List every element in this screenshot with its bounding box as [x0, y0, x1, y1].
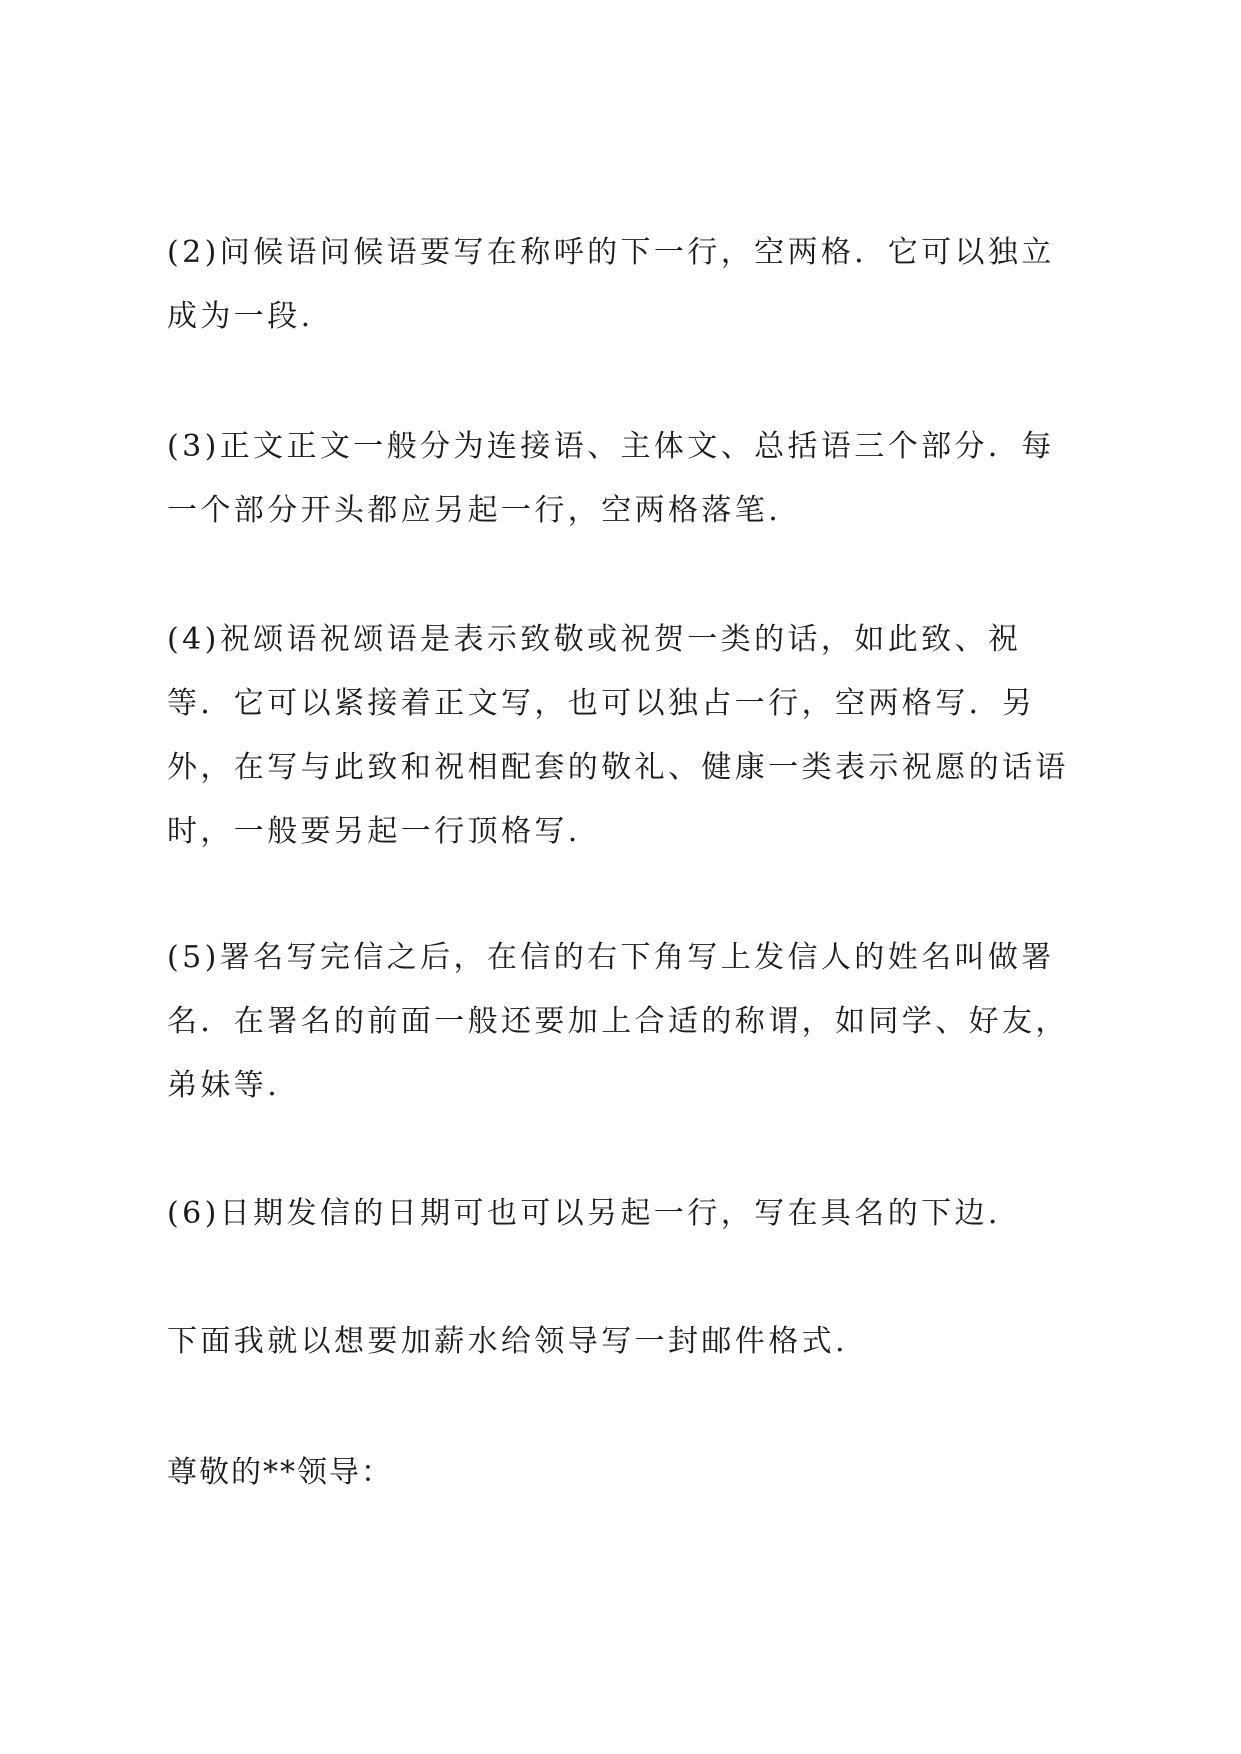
paragraph-body-rule: (3)正文正文一般分为连接语、主体文、总括语三个部分．每一个部分开头都应另起一行，空两格落笔.	[167, 429, 1055, 528]
paragraph-date-rule: (6)日期发信的日期可也可以另起一行，写在具名的下边.	[167, 1196, 1001, 1231]
paragraph-closing-rule: (4)祝颂语祝颂语是表示致敬或祝贺一类的话，如此致、祝等．它可以紧接着正文写，也可以独占一行，空两格写．另外，在写与此致和祝相配套的敬礼、健康一类表示祝愿的话语时，一般要另起一行顶格写.	[167, 622, 1069, 849]
paragraph-signature-rule: (5)署名写完信之后，在信的右下角写上发信人的姓名叫做署名．在署名的前面一般还要加上合适的称谓，如同学、好友，弟妹等.	[167, 940, 1069, 1103]
paragraph-greeting-rule: (2)问候语问候语要写在称呼的下一行，空两格．它可以独立成为一段.	[167, 235, 1055, 334]
letter-salutation: 尊敬的**领导：	[167, 1455, 393, 1490]
paragraph-intro: 下面我就以想要加薪水给领导写一封邮件格式.	[167, 1324, 848, 1359]
